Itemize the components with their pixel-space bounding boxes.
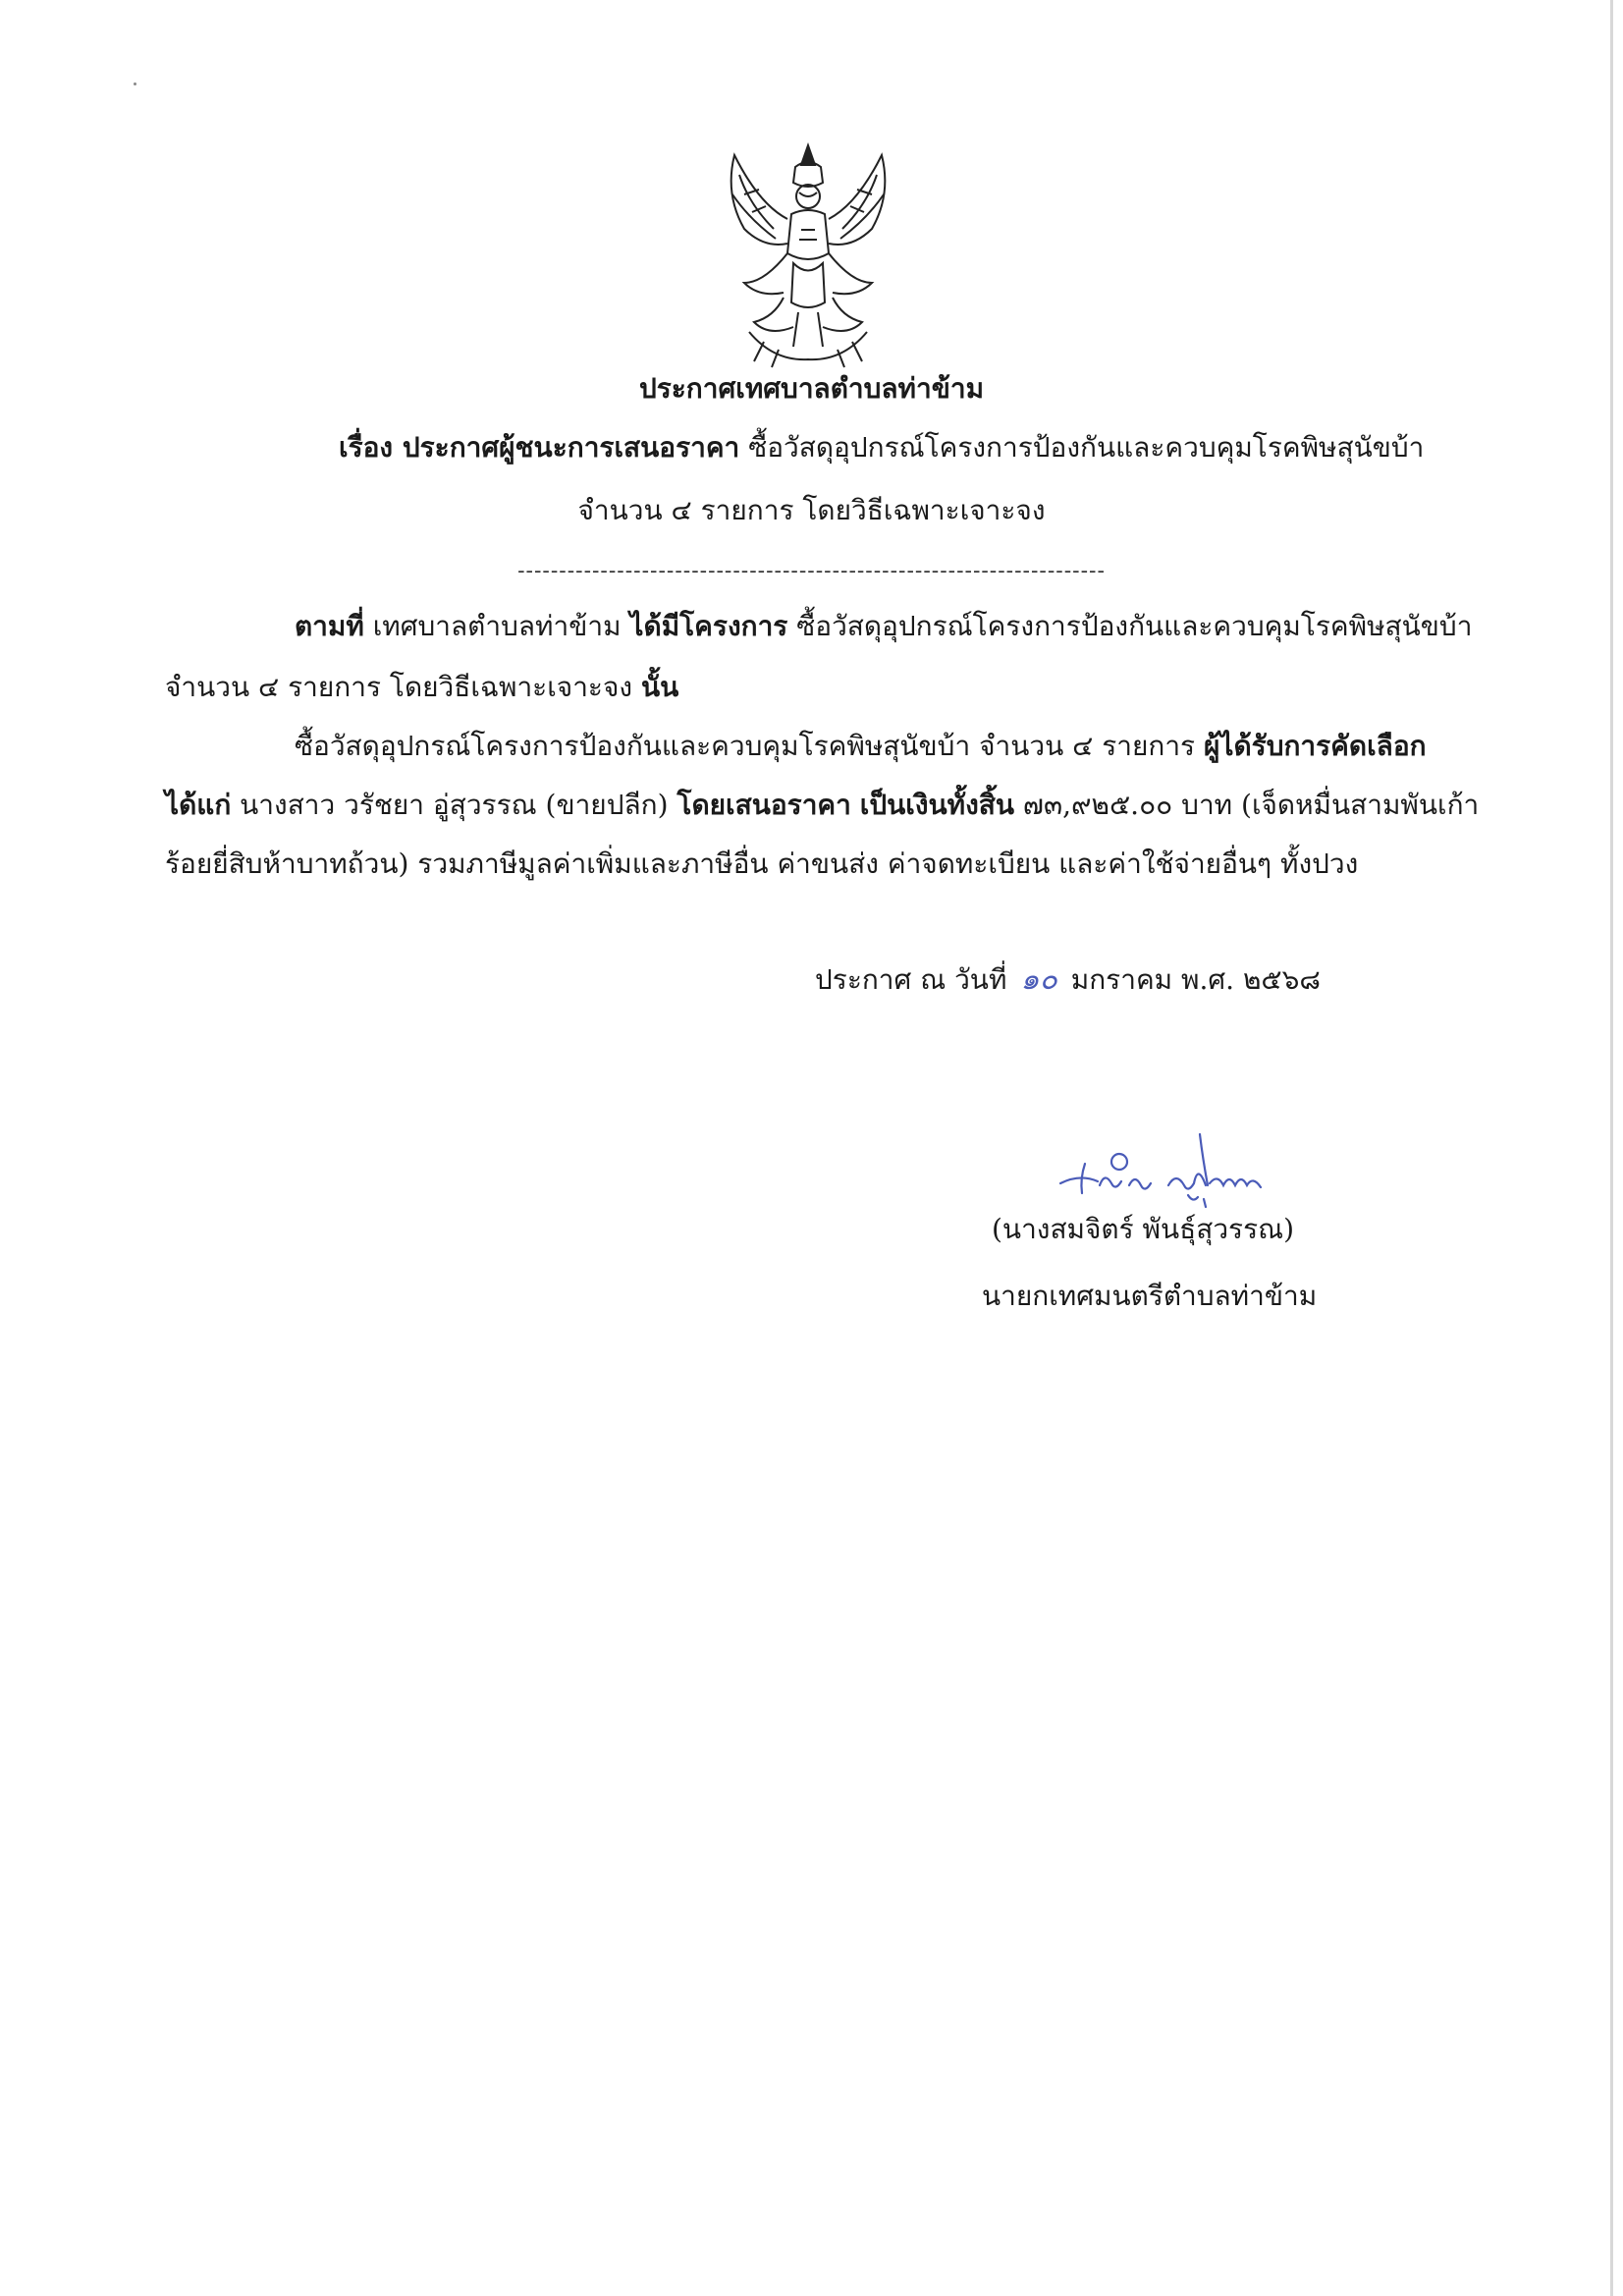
p2-bold3: โดยเสนอราคา: [676, 789, 851, 821]
signatory-name: (นางสมจิตร์ พันธุ์สุวรรณ): [992, 1213, 1295, 1245]
p1-bold2: ได้มีโครงการ: [629, 610, 788, 642]
announcement-date: [815, 960, 1321, 1000]
p2-text2: นางสาว วรัชยา อู่สุวรรณ (ขายปลีก): [231, 789, 677, 821]
p2-text4: ๗๓,๙๒๕.๐๐ บาท (เจ็ดหมื่นสามพันเก้า: [1014, 789, 1480, 821]
p2-text1: ซื้อวัสดุอุปกรณ์โครงการป้องกันและควบคุมโรคพิษสุนัขบ้า จำนวน ๔ รายการ: [295, 730, 1204, 762]
garuda-emblem-icon: [705, 136, 911, 371]
scan-edge-line: [1610, 0, 1613, 2296]
p1-text2: ซื้อวัสดุอุปกรณ์โครงการป้องกันและควบคุมโรคพิษสุนัขบ้า: [787, 610, 1473, 642]
issuer-title: ประกาศเทศบาลตำบลท่าข้าม: [638, 372, 985, 405]
subject-label: เรื่อง ประกาศผู้ชนะการเสนอราคา: [339, 431, 740, 464]
paragraph-2-line-1: [295, 727, 1427, 766]
p1-text1: เทศบาลตำบลท่าข้าม: [363, 610, 630, 642]
p2-bold2: ได้แก่: [165, 789, 232, 821]
p2-text3: [851, 789, 860, 821]
paragraph-2-line-3: ร้อยยี่สิบห้าบาทถ้วน) รวมภาษีมูลค่าเพิ่มและภาษีอื่น ค่าขนส่ง ค่าจดทะเบียน และค่าใช้จ่ายอื่นๆ ทั้งปวง: [165, 847, 1359, 880]
handwritten-signature-icon: [1051, 1124, 1296, 1213]
p1-line2: จำนวน ๔ รายการ โดยวิธีเฉพาะเจาะจง: [165, 671, 641, 703]
paragraph-1-line-2: [165, 668, 678, 707]
p1-end: นั้น: [640, 671, 679, 703]
date-prefix: ประกาศ ณ วันที่: [815, 963, 1007, 996]
paragraph-1-line-1: [295, 607, 1472, 646]
subject-text: ซื้อวัสดุอุปกรณ์โครงการป้องกันและควบคุมโรคพิษสุนัขบ้า: [748, 431, 1425, 464]
p2-bold4: เป็นเงินทั้งสิ้น: [859, 789, 1015, 821]
p2-bold1: ผู้ได้รับการคัดเลือก: [1203, 730, 1427, 762]
paragraph-2-line-2: [165, 786, 1479, 825]
scan-speck: [134, 82, 136, 85]
separator-line: -----------------------------------------------------------------------: [517, 559, 1106, 583]
subject-line-2: จำนวน ๔ รายการ โดยวิธีเฉพาะเจาะจง: [577, 494, 1046, 526]
signatory-position: นายกเทศมนตรีตำบลท่าข้าม: [982, 1280, 1318, 1312]
p1-lead: ตามที่: [295, 610, 364, 642]
subject-line: [339, 428, 1424, 467]
date-month-year: มกราคม พ.ศ. ๒๕๖๘: [1070, 963, 1321, 996]
date-day-handwritten: ๑๐: [1020, 962, 1057, 997]
